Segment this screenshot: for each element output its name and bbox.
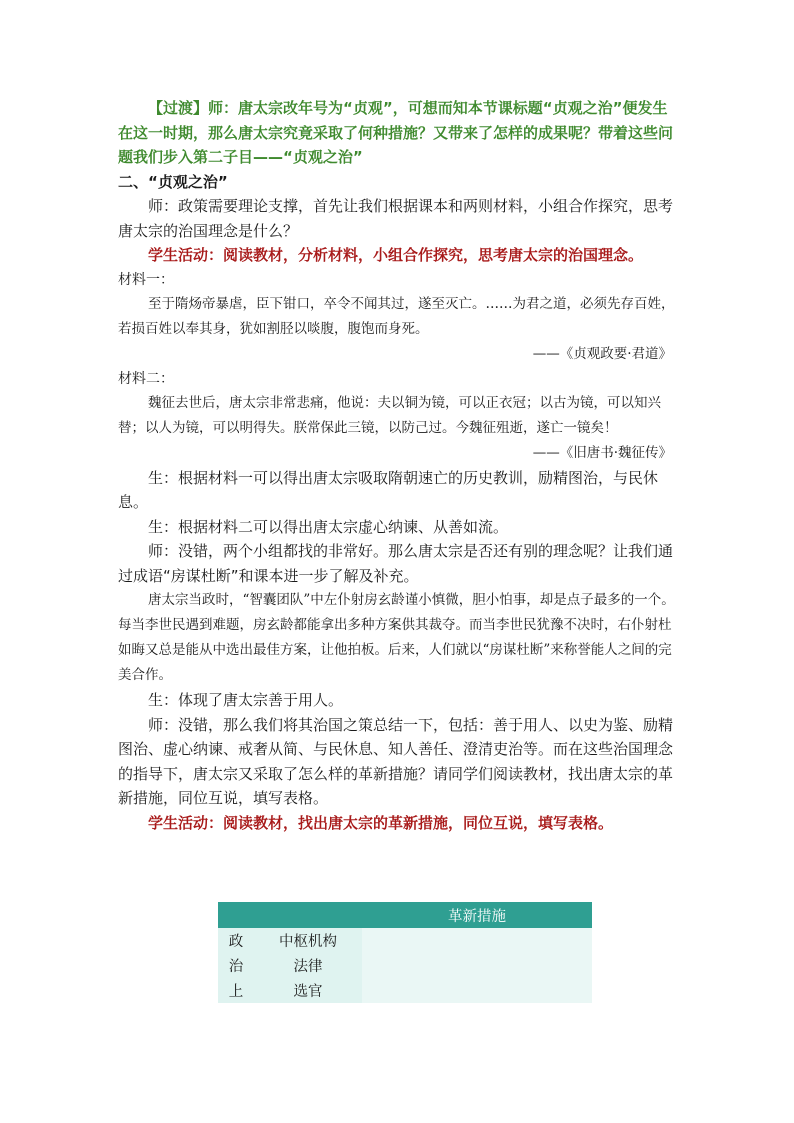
story-paragraph: 唐太宗当政时，“智囊团队”中左仆射房玄龄谨小慎微，胆小怕事，却是点子最多的一个。每当李世民遇到难题，房玄龄都能拿出多种方案供其裁夺。而当李世民犹豫不决时，右仆射杜如晦又总是能从中选出最佳方案，让他拍板。后来，人们就以“房谋杜断”来称誉能人之间的完美合作。 [118,592,675,683]
document-body [118,96,680,835]
category-char: 上 [218,978,254,1003]
row-label: 选官 [254,978,362,1003]
table-row [218,978,592,1003]
student-paragraph-2: 生：根据材料二可以得出唐太宗虚心纳谏、从善如流。 [148,517,509,536]
student-paragraph-3: 生：体现了唐太宗善于用人。 [148,691,344,709]
material-1-label: 材料一： [118,271,174,288]
material-1-source: ——《贞观政要·君道》 [532,345,672,362]
reform-measures-table [218,902,592,1003]
transition-bracket: 【过渡】 [148,99,209,117]
answer-cell[interactable] [362,928,592,953]
material-2-text: 魏征去世后，唐太宗非常悲痛，他说：夫以铜为镜，可以正衣冠；以古为镜，可以知兴替；以人为镜，可以明得失。朕常保此三镜，以防己过。今魏征殂逝，遂亡一镜矣！ [118,394,661,436]
answer-cell[interactable] [362,978,592,1003]
teacher-paragraph-3: 师：没错，那么我们将其治国之策总结一下，包括：善于用人、以史为鉴、励精图治、虚心纳谏、戒奢从简、与民休息、知人善任、澄清吏治等。而在这些治国理念的指导下，唐太宗又采取了怎么样的革新措施？请同学们阅读教材，找出唐太宗的革新措施，同位互说，填写表格。 [118,715,674,807]
header-empty-cell-2 [254,902,362,928]
section-heading: 二、“贞观之治” [118,172,228,191]
table-row [218,928,592,953]
material-2-label: 材料二： [118,370,174,387]
material-2-source: ——《旧唐书·魏征传》 [532,444,672,461]
transition-text: 师：唐太宗改年号为“贞观”，可想而知本节课标题“贞观之治”便发生在这一时期，那么唐太宗究竟采取了何种措施？又带来了怎样的成果呢？带着这些问题我们步入第二子目——“贞观之治” [118,99,674,166]
category-char: 政 [218,928,254,953]
student-paragraph-1: 生：根据材料一可以得出唐太宗吸取隋朝速亡的历史教训，励精图治，与民休息。 [118,468,659,511]
transition-paragraph [118,96,680,170]
material-1-text: 至于隋炀帝暴虐，臣下钳口，卒令不闻其过，遂至灭亡。……为君之道，必须先存百姓，若损百姓以奉其身，犹如割胫以啖腹，腹饱而身死。 [118,295,675,337]
table-row [218,953,592,978]
category-char: 治 [218,953,254,978]
row-label: 法律 [254,953,362,978]
header-empty-cell-1 [218,902,254,928]
teacher-paragraph-2: 师：没错，两个小组都找的非常好。那么唐太宗是否还有别的理念呢？让我们通过成语“房谋杜断”和课本进一步了解及补充。 [118,542,674,585]
header-reform-measures: 革新措施 [362,902,592,928]
row-label: 中枢机构 [254,928,362,953]
student-activity-2: 学生活动：阅读教材，找出唐太宗的革新措施，同位互说，填写表格。 [148,813,614,832]
student-activity-1: 学生活动：阅读教材，分析材料，小组合作探究，思考唐太宗的治国理念。 [148,246,644,264]
answer-cell[interactable] [362,953,592,978]
teacher-paragraph-1: 师：政策需要理论支撑，首先让我们根据课本和两则材料，小组合作探究，思考唐太宗的治国理念是什么？ [118,197,674,240]
table-header-row [218,902,592,928]
